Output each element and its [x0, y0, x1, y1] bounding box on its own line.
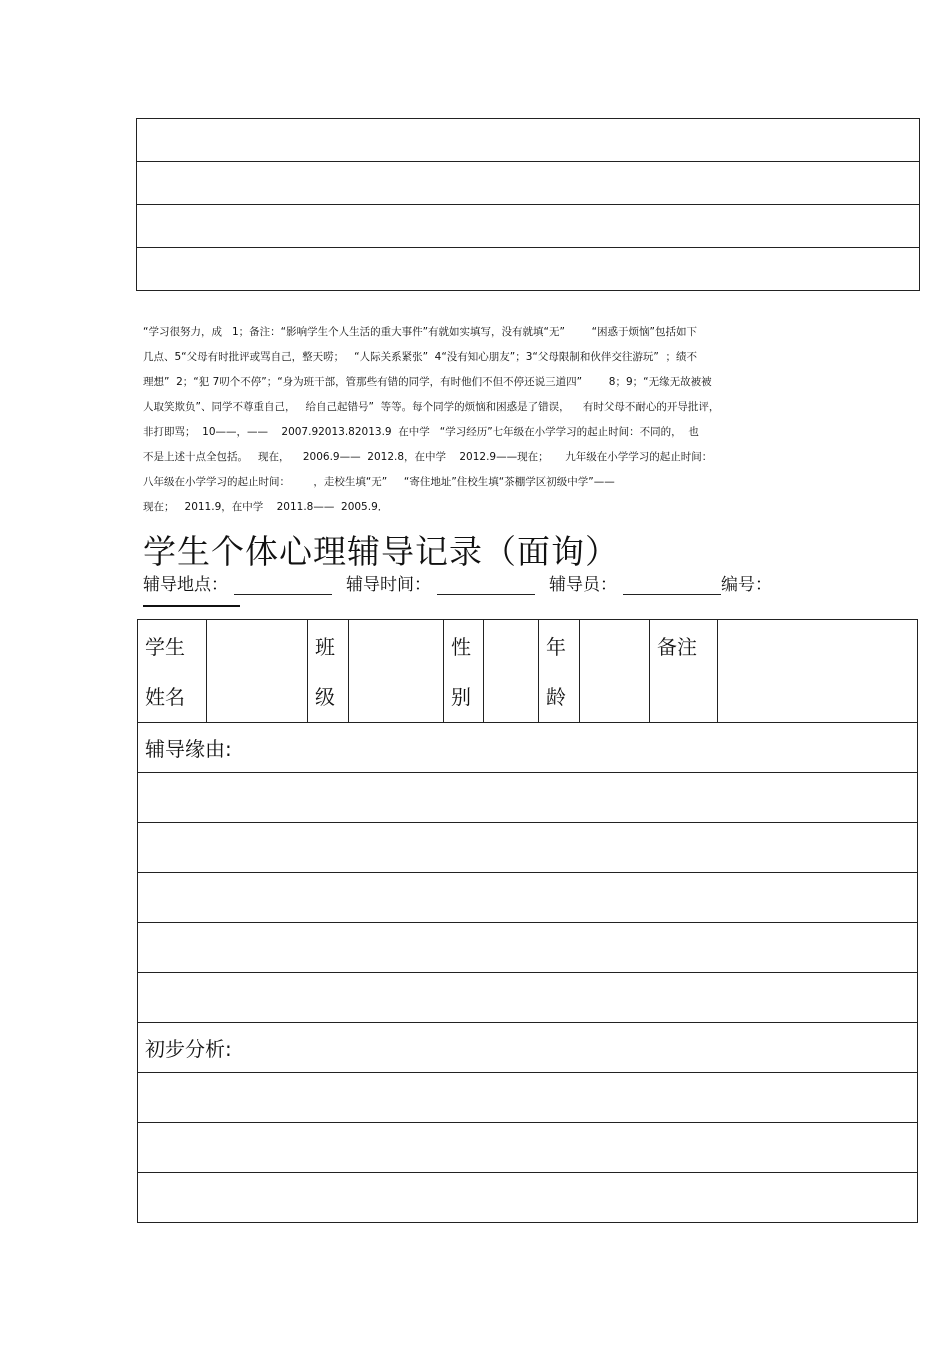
- filling-instructions: [143, 320, 823, 520]
- time-field[interactable]: [437, 577, 535, 595]
- age-cell[interactable]: [580, 620, 650, 723]
- reason-blank-row[interactable]: [138, 923, 918, 973]
- class-cell[interactable]: [349, 620, 444, 723]
- note-line: 非打即骂； 10——，—— 2007.92013.82013.9 在中学 “学习经历”七年级在小学学习的起止时间：不同的， 也: [143, 426, 699, 438]
- page-title: 学生个体心理辅导记录（面询）: [143, 532, 619, 571]
- top-blank-table: [136, 118, 920, 291]
- reason-blank-row[interactable]: [138, 823, 918, 873]
- note-line: 八年级在小学学习的起止时间： ，走校生填“无” “寄住地址”住校生填“茶棚学区初级中学”——: [143, 476, 615, 488]
- analysis-blank-row[interactable]: [138, 1123, 918, 1173]
- analysis-blank-row[interactable]: [138, 1173, 918, 1223]
- record-meta-line: [143, 570, 772, 595]
- top-blank-row: [137, 248, 920, 291]
- initial-analysis-label: 初步分析:: [138, 1023, 918, 1073]
- student-name-label: 学生 姓名: [138, 620, 207, 723]
- counselor-field[interactable]: [623, 577, 721, 595]
- gender-label: 性 别: [444, 620, 484, 723]
- remark-cell[interactable]: [718, 620, 918, 723]
- number-field[interactable]: [143, 605, 240, 607]
- note-line: 不是上述十点全包括。 现在， 2006.9—— 2012.8，在中学 2012.9——现在； 九年级在小学学习的起止时间：: [143, 451, 713, 463]
- top-blank-row: [137, 162, 920, 205]
- location-label: 辅导地点：: [143, 575, 228, 595]
- student-name-cell[interactable]: [207, 620, 308, 723]
- top-blank-row: [137, 205, 920, 248]
- time-label: 辅导时间：: [346, 575, 431, 595]
- analysis-blank-row[interactable]: [138, 1073, 918, 1123]
- counseling-record-table: [137, 619, 918, 1223]
- counseling-reason-label: 辅导缘由:: [138, 723, 918, 773]
- note-line: “学习很努力，成 1；备注：“影响学生个人生活的重大事件”有就如实填写，没有就填“无” “困惑于烦恼”包括如下: [143, 326, 697, 338]
- remark-label: 备注: [650, 620, 718, 723]
- reason-blank-row[interactable]: [138, 873, 918, 923]
- class-label: 班 级: [308, 620, 349, 723]
- gender-cell[interactable]: [484, 620, 539, 723]
- note-line: 几点、5“父母有时批评或骂自己，整天唠； “人际关系紧张” 4“没有知心朋友”；3“父母限制和伙伴交往游玩” ；绩不: [143, 351, 697, 363]
- top-blank-row: [137, 119, 920, 162]
- note-line: 现在； 2011.9，在中学 2011.8—— 2005.9．: [143, 501, 389, 513]
- counselor-label: 辅导员：: [549, 575, 617, 595]
- reason-blank-row[interactable]: [138, 773, 918, 823]
- location-field[interactable]: [234, 577, 332, 595]
- note-line: 理想” 2；“犯 7叨个不停”；“身为班干部，管那些有错的同学，有时他们不但不停还说三道四” 8；9；“无缘无故被被: [143, 376, 712, 388]
- reason-blank-row[interactable]: [138, 973, 918, 1023]
- number-label: 编号：: [721, 575, 772, 595]
- age-label: 年 龄: [539, 620, 580, 723]
- note-line: 人取笑欺负”、同学不尊重自己， 给自己起错号” 等等。每个同学的烦恼和困惑是了错误， 有时父母不耐心的开导批评，: [143, 401, 720, 413]
